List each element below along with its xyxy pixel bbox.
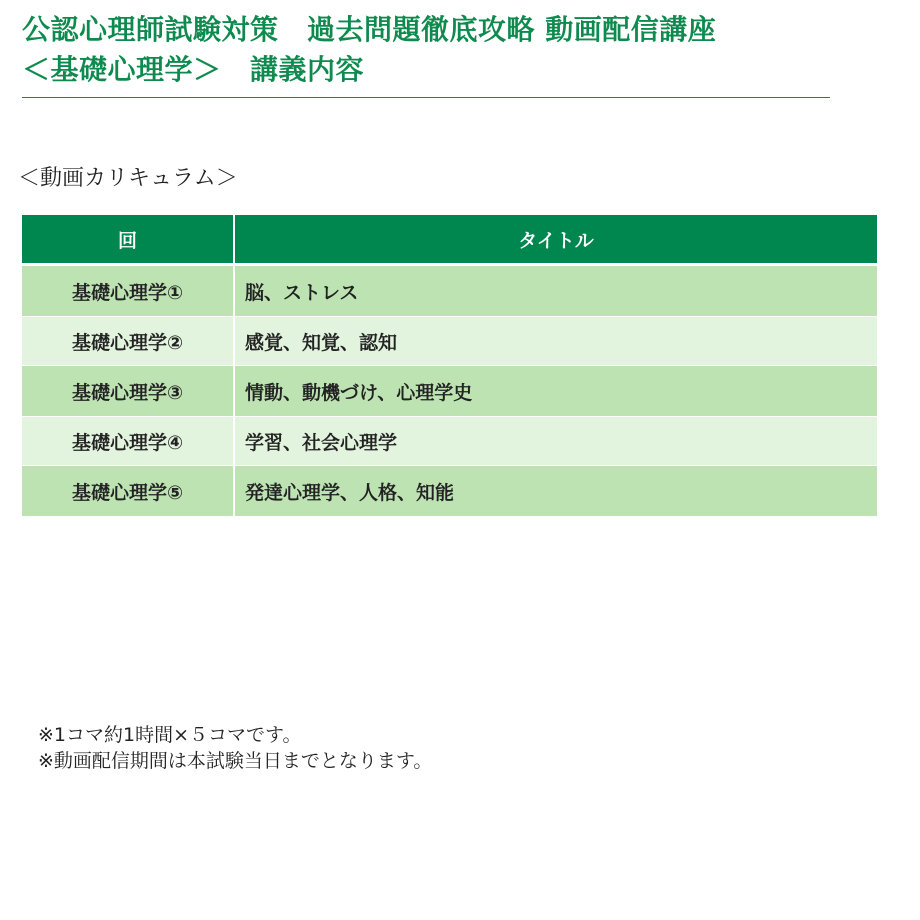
table-row xyxy=(22,263,877,317)
header-divider xyxy=(22,97,830,98)
section-label: ＜動画カリキュラム＞ xyxy=(18,166,238,191)
curriculum-table xyxy=(22,215,877,517)
table-row xyxy=(22,466,877,517)
note-line: ※動画配信期間は本試験当日までとなります。 xyxy=(38,750,433,772)
session-cell: 基礎心理学① xyxy=(22,263,235,317)
session-cell: 基礎心理学③ xyxy=(22,366,235,417)
topic-cell: 感覚、知覚、認知 xyxy=(235,317,877,366)
table-header-row xyxy=(22,215,877,263)
session-cell: 基礎心理学④ xyxy=(22,417,235,466)
table-row xyxy=(22,417,877,466)
topic-cell: 学習、社会心理学 xyxy=(235,417,877,466)
topic-cell: 脳、ストレス xyxy=(235,263,877,317)
session-cell: 基礎心理学⑤ xyxy=(22,466,235,517)
session-cell: 基礎心理学② xyxy=(22,317,235,366)
table-row xyxy=(22,366,877,417)
page-title-line-1: 公認心理師試験対策 過去問題徹底攻略 動画配信講座 xyxy=(22,13,717,46)
topic-cell: 情動、動機づけ、心理学史 xyxy=(235,366,877,417)
page-header xyxy=(22,10,832,90)
topic-cell: 発達心理学、人格、知能 xyxy=(235,466,877,517)
table-row xyxy=(22,317,877,366)
column-header-title: タイトル xyxy=(235,215,877,263)
notes xyxy=(38,722,432,774)
page-title-line-2: ＜基礎心理学＞ 講義内容 xyxy=(22,53,365,86)
column-header-session: 回 xyxy=(22,215,235,263)
note-line: ※1コマ約1時間×５コマです。 xyxy=(38,724,302,746)
